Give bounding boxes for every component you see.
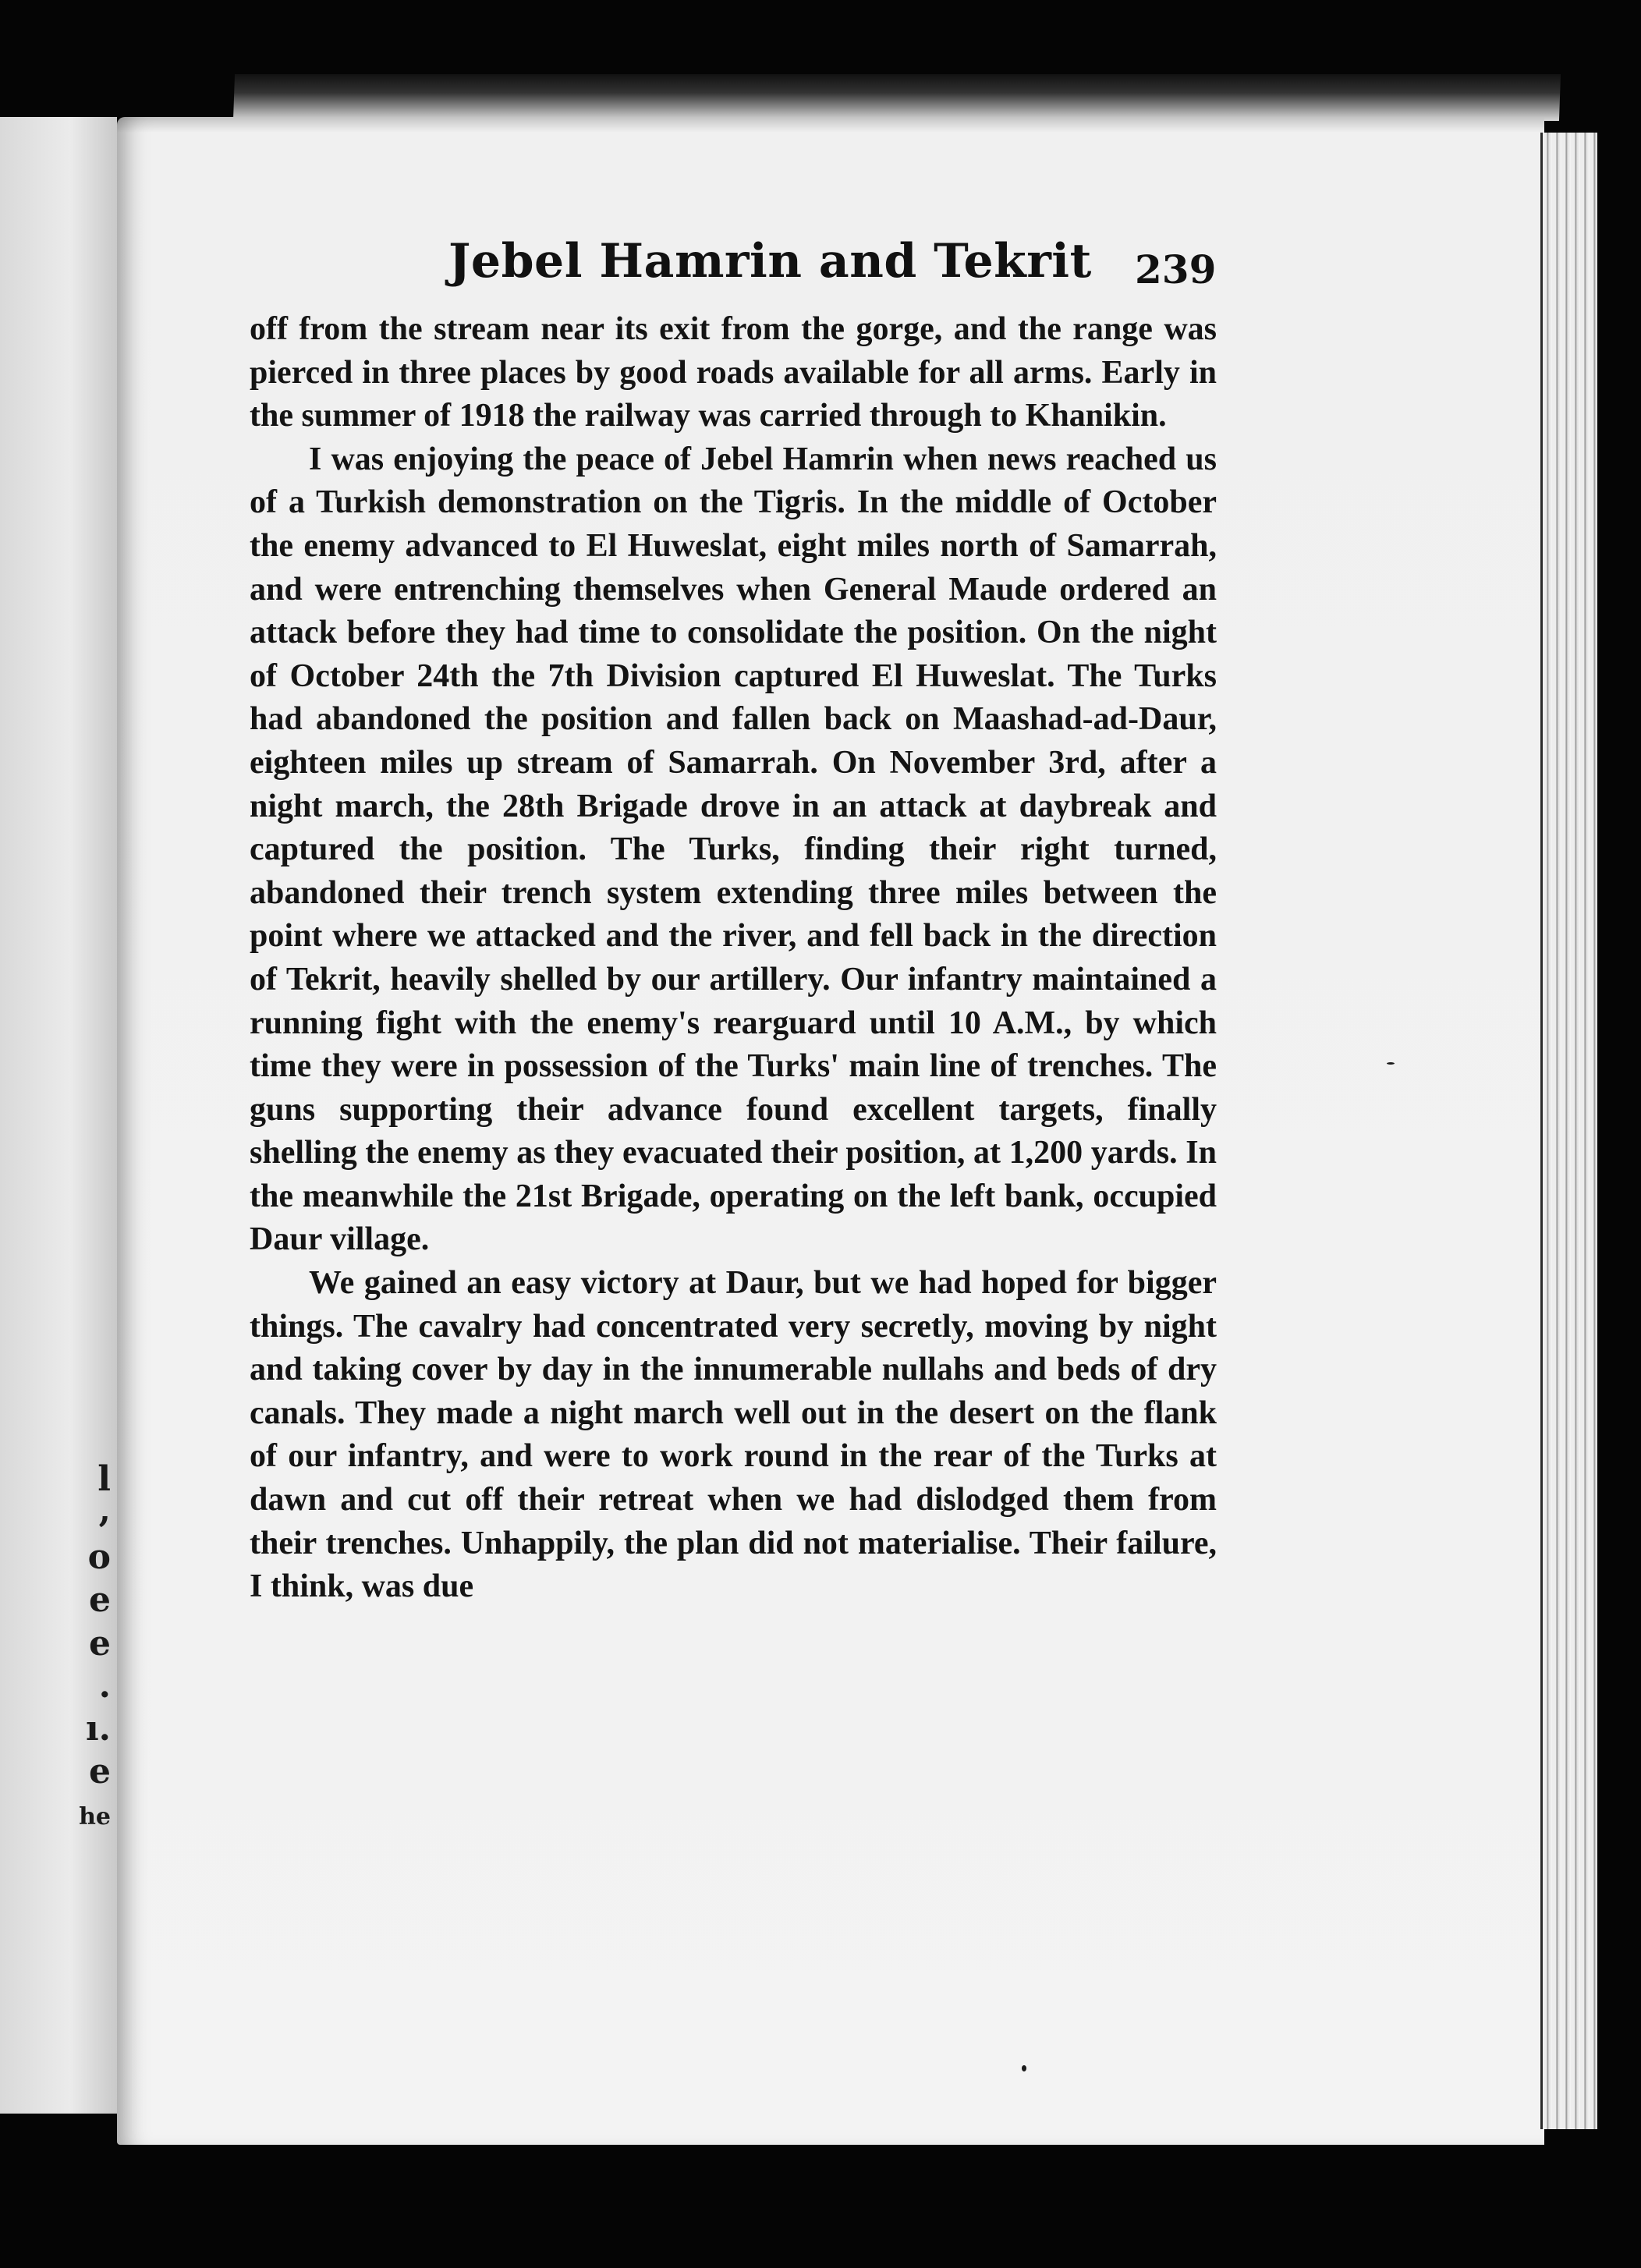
previous-page-fragment: o (87, 1537, 111, 1577)
previous-page-fragment: e (89, 1580, 111, 1620)
page-top-edge (233, 74, 1561, 121)
print-speck (1022, 2065, 1026, 2071)
body-text (250, 308, 1217, 1609)
print-speck (1387, 1062, 1395, 1065)
page-stack-edges (1540, 133, 1597, 2129)
previous-page-fragment: l (97, 1459, 111, 1499)
paragraph: off from the stream near its exit from the gorge, and the range was pierced in three places by good roads available for all arms. Early in the summer of 1918 the railway was carried through to Khanikin. (250, 311, 1217, 434)
previous-page-fragment: e (89, 1752, 111, 1791)
previous-page-margin (0, 117, 117, 2114)
previous-page-fragment: , (98, 1490, 111, 1530)
previous-page-fragment: he (79, 1803, 111, 1830)
previous-page-edge (0, 117, 117, 2114)
previous-page-fragment: ı. (85, 1709, 111, 1749)
previous-page-fragment: . (98, 1666, 111, 1706)
previous-page-fragment: e (89, 1624, 111, 1664)
running-head: Jebel Hamrin and Tekrit (448, 234, 1092, 289)
page-number: 239 (1135, 246, 1217, 292)
paragraph: We gained an easy victory at Daur, but we had hoped for bigger things. The cavalry had concentrated very secretly, moving by night and taking cover by day in the innumerable nullahs and beds of dry canals. They made a night march well out in the desert on the flank of our infantry, and were to work round in the rear of the Turks at dawn and cut off their retreat when we had dislodged them from their trenches. Unhappily, the plan did not materialise. Their failure, I think, was due (250, 1265, 1217, 1605)
paragraph: I was enjoying the peace of Jebel Hamrin when news reached us of a Turkish demonstration on the Tigris. In the middle of October the enemy advanced to El Huweslat, eight miles north of Samarrah, and were entrenching themselves when General Maude ordered an attack before they had time to consolidate the position. On the night of October 24th the 7th Division captured El Huweslat. The Turks had abandoned the position and fallen back on Maashad-ad-Daur, eighteen miles up stream of Samarrah. On November 3rd, after a night march, the 28th Brigade drove in an attack at daybreak and captured the position. The Turks, finding their right turned, abandoned their trench system extending three miles between the point where we attacked and the river, and fell back in the direction of Tekrit, heavily shelled by our artillery. Our infantry maintained a running fight with the enemy's rearguard until 10 A.M., by which time they were in possession of the Turks' main line of trenches. The guns supporting their advance found excellent targets, finally shelling the enemy as they evacuated their position, at 1,200 yards. In the meanwhile the 21st Brigade, operating on the left bank, occupied Daur village. (250, 441, 1217, 1258)
